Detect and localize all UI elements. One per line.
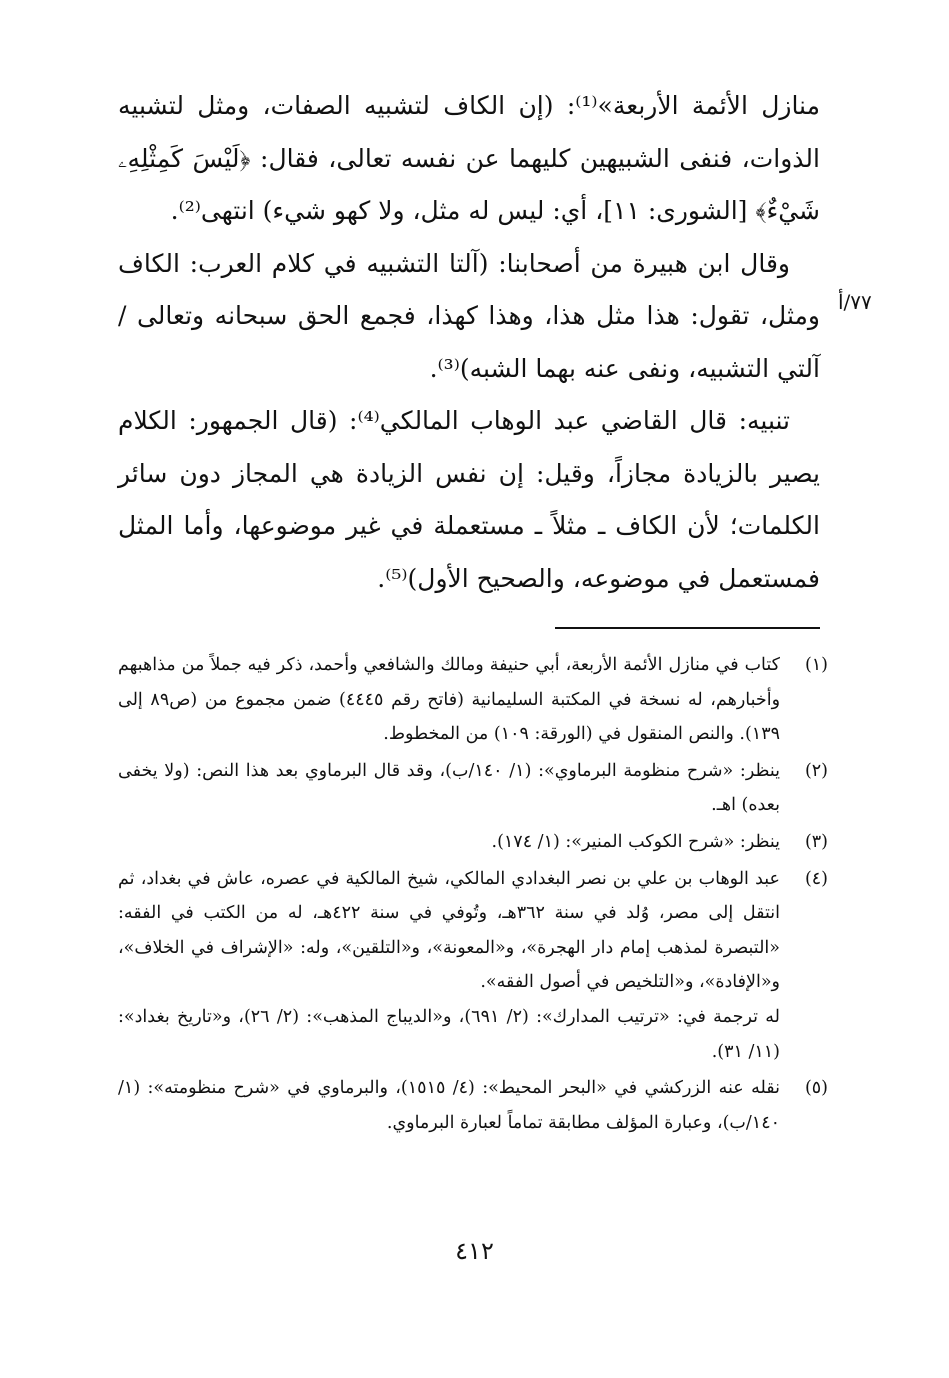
footnotes [118, 648, 828, 1142]
page-number: ٤١٢ [455, 1237, 494, 1265]
footnote-number: (١) [804, 655, 828, 675]
footnote-4 [118, 862, 828, 1070]
footnote-line: كتاب في منازل الأئمة الأربعة، أبي حنيفة ومالك والشافعي وأحمد، ذكر فيه جملاً من مذاهبهم وأخبارهم، له نسخة في المكتبة السليمانية (فاتح رقم ٤٤٤٥) ضمن مجموع من (ص٨٩ إلى ١٣٩). والنص المنقول في (الورقة: ١٠٩) من المخطوط. [118, 655, 781, 745]
footnote-text [118, 754, 780, 823]
footnote-text [118, 862, 780, 1070]
footnote-number: (٤) [804, 868, 828, 889]
footnote-1 [118, 648, 828, 752]
paragraph-2: وقال ابن هبيرة من أصحابنا: (آلتا التشبيه في كلام العرب: الكاف ومثل، تقول: هذا مثل هذا، وهذا كهذا، فجمع الحق سبحانه وتعالى / آلتي التشبيه، ونفى عنه بهما الشبه)⁽³⁾. [118, 248, 820, 383]
footnote-5 [118, 1071, 828, 1140]
footnote-line: نقله عنه الزركشي في «البحر المحيط»: (٤/ ١٥١٥)، والبرماوي في «شرح منظومته»: (١/ ١٤٠/ب)، وعبارة المؤلف مطابقة تماماً لعبارة البرماوي. [118, 1078, 780, 1133]
footnote-3 [118, 825, 828, 860]
footnote-line: عبد الوهاب بن علي بن نصر البغدادي المالكي، شيخ المالكية في عصره، عاش في بغداد، ثم انتقل إلى مصر، وُلد في سنة ٣٦٢هـ، وتُوفي في سنة ٤٢٢هـ، له من الكتب في الفقه: «التبصرة لمذهب إمام دار الهجرة»، و«المعونة»، و«التلقين»، وله: «الإشراف في الخلاف»، و«الإفادة»، و«التلخيص في أصول الفقه». [118, 868, 780, 993]
footnote-number: (٢) [804, 760, 828, 781]
paragraph-1: منازل الأئمة الأربعة»⁽¹⁾: (إن الكاف لتشبيه الصفات، ومثل لتشبيه الذوات، فنفى الشبيهين كليهما عن نفسه تعالى، فقال: ﴿لَيْسَ كَمِثْلِهِۦ شَيْءٌ﴾ [الشورى: ١١]، أي: ليس له مثل، ولا كهو شيء) انتهى⁽²⁾. [118, 91, 820, 225]
footnote-number: (٥) [804, 1078, 828, 1099]
paragraph-3: تنبيه: قال القاضي عبد الوهاب المالكي⁽⁴⁾: (قال الجمهور: الكلام يصير بالزيادة مجازاً، وقيل: إن نفس الزيادة هي المجاز دون سائر الكلمات؛ لأن الكاف ـ مثلاً ـ مستعملة في غير موضوعها، وأما المثل فمستعمل في موضوعه، والصحيح الأول)⁽⁵⁾. [118, 406, 820, 593]
footnote-text [118, 1071, 780, 1140]
footnote-line: ينظر: «شرح الكوكب المنير»: (١/ ١٧٤). [491, 831, 780, 852]
footnote-number: (٣) [804, 831, 828, 852]
footnote-line: له ترجمة في: «ترتيب المدارك»: (٢/ ٦٩١)، و«الديباج المذهب»: (٢/ ٢٦)، و«تاريخ بغداد»: (١١/ ٣١). [118, 1006, 781, 1062]
footnote-line: ينظر: «شرح منظومة البرماوي»: (١/ ١٤٠/ب)، وقد قال البرماوي بعد هذا النص: (ولا يخفى بعده) اهـ. [118, 760, 780, 816]
footnote-text [118, 648, 780, 752]
footnote-2 [118, 754, 828, 823]
footnote-text [118, 825, 780, 860]
main-text [118, 80, 820, 605]
manuscript-folio-marker: ٧٧/أ [838, 290, 872, 314]
footnote-separator [555, 627, 820, 629]
